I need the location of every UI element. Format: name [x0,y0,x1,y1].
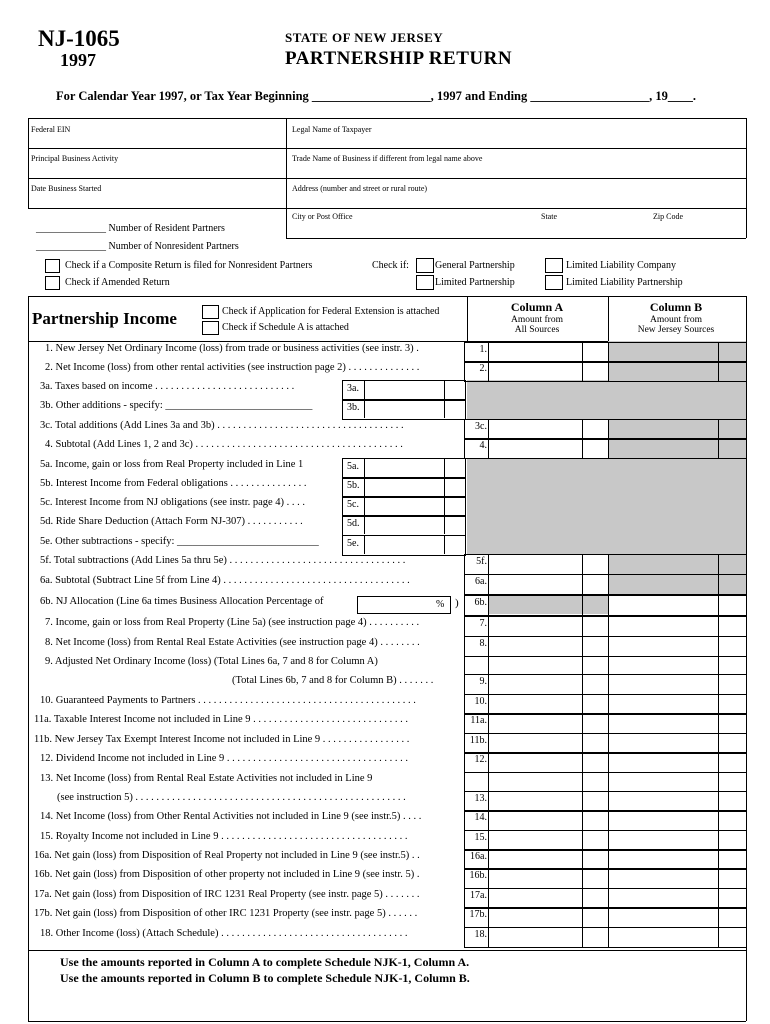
column-a-sub1: Amount from [511,315,563,325]
form-number: NJ-1065 [38,26,120,51]
line-text: (see instruction 5) . . . . . . . . . . . . . . . . . . . . . . . . . . . . . . . . . . . . . . . . . . . . . . . . . . . . [57,792,406,803]
llp-checkbox[interactable] [545,275,563,290]
column-a-amount-input[interactable] [489,695,581,713]
column-b-amount-input[interactable] [609,811,717,829]
percent-sign: % [436,599,445,610]
column-a-amount-input[interactable] [489,714,581,732]
nonresident-partners[interactable]: ______________ Number of Nonresident Partners [36,241,239,252]
line-text: 11a. Taxable Interest Income not included in Line 9 . . . . . . . . . . . . . . . . . . . . . . . . . . . . . . [34,714,408,725]
limited-partnership-checkbox[interactable] [416,275,434,290]
federal-ein-field[interactable]: Federal EIN [31,125,71,134]
line-text: 6b. NJ Allocation (Line 6a times Business Allocation Percentage of [40,596,324,607]
line-text: 5a. Income, gain or loss from Real Property included in Line 1 [40,459,304,470]
column-a-amount-input[interactable] [489,362,581,380]
zip-field[interactable]: Zip Code [653,212,683,221]
line-label: 5d. [347,518,360,529]
column-a-amount-input[interactable] [489,555,581,573]
column-b-amount-input[interactable] [609,695,717,713]
line-label: 5b. [347,480,360,491]
column-a-amount-input[interactable] [489,617,581,635]
close-paren: ) [455,597,459,609]
line-text: 10. Guaranteed Payments to Partners . . . . . . . . . . . . . . . . . . . . . . . . . . . . . . . . . . . . . . . . . . [40,695,416,706]
column-a-shaded-5ae [467,458,608,555]
line-label: 9. [479,676,487,687]
column-a-amount-input[interactable] [489,753,581,771]
line-label: 11a. [470,715,487,726]
column-a-amount-input[interactable] [489,420,581,438]
column-a-shaded-3ab [467,380,608,419]
subline-input-box[interactable] [342,477,466,498]
resident-partners[interactable]: ______________ Number of Resident Partners [36,223,225,234]
trade-name-field[interactable]: Trade Name of Business if different from legal name above [292,154,483,163]
extension-label: Check if Application for Federal Extension is attached [222,306,440,317]
line-text: 15. Royalty Income not included in Line 9 . . . . . . . . . . . . . . . . . . . . . . . . . . . . . . . . . . . . [40,831,408,842]
line-label: 5a. [347,461,359,472]
line-label: 11b. [469,735,487,746]
column-b-amount-input[interactable] [609,908,717,926]
column-b-sub2: New Jersey Sources [637,325,715,335]
address-field[interactable]: Address (number and street or rural route) [292,184,428,193]
line-label: 16b. [469,870,487,881]
line-text: 3b. Other additions - specify: ____________________________ [40,400,313,411]
subline-input-box[interactable] [342,380,466,401]
llp-label: Limited Liability Partnership [566,277,683,288]
line-text: 9. Adjusted Net Ordinary Income (loss) (Total Lines 6a, 7 and 8 for Column A) [45,656,378,667]
column-b-amount-input[interactable] [609,850,717,868]
amended-return-label: Check if Amended Return [65,277,170,288]
column-b-amount-input[interactable] [609,792,717,810]
column-b-amount-input[interactable] [609,831,717,849]
column-b-amount-input[interactable] [609,637,717,655]
line-text: 8. Net Income (loss) from Rental Real Estate Activities (see instruction page 4) . . . . . . . . [45,637,420,648]
general-partnership-checkbox[interactable] [416,258,434,273]
line-text: 5e. Other subtractions - specify: ___________________________ [40,536,319,547]
column-a-amount-input[interactable] [489,343,581,361]
line-label: 5e. [347,538,359,549]
legal-name-field[interactable]: Legal Name of Taxpayer [292,125,372,134]
column-b-title: Column B [649,300,703,314]
partnership-income-title: Partnership Income [32,309,177,328]
column-b-amount-input[interactable] [609,714,717,732]
tax-year-line[interactable]: For Calendar Year 1997, or Tax Year Beginning ___________________, 1997 and Ending ___________________, 19____. [56,89,696,103]
llc-label: Limited Liability Company [566,260,676,271]
principal-activity-field[interactable]: Principal Business Activity [31,154,119,163]
form-year: 1997 [60,50,96,70]
city-field[interactable]: City or Post Office [292,212,353,221]
line-label: 1. [479,344,487,355]
subline-input-box[interactable] [342,399,466,420]
amended-return-checkbox[interactable] [45,276,60,290]
line-label: 5f. [476,556,487,567]
column-a-amount-input[interactable] [489,889,581,907]
line-text: 5f. Total subtractions (Add Lines 5a thru 5e) . . . . . . . . . . . . . . . . . . . . . . . . . . . . . . . . . . [40,555,406,566]
column-b-amount-input[interactable] [609,555,717,573]
column-b-amount-input[interactable] [609,889,717,907]
column-b-header [608,300,744,335]
line-text: 16b. Net gain (loss) from Disposition of other property not included in Line 9 (see instr. 5) . [34,869,420,880]
state-title: STATE OF NEW JERSEY [285,30,444,45]
general-partnership-label: General Partnership [435,260,515,271]
subline-input-box[interactable] [342,458,466,479]
column-a-amount-input[interactable] [489,792,581,810]
composite-return-label: Check if a Composite Return is filed for Nonresident Partners [65,260,313,271]
line-text: 5d. Ride Share Deduction (Attach Form NJ-307) . . . . . . . . . . . [40,516,303,527]
line-label: 13. [474,793,487,804]
line-text: 17a. Net gain (loss) from Disposition of IRC 1231 Real Property (see instr. page 5) . . . . . . . [34,889,420,900]
line-label: 3b. [347,402,360,413]
schedule-a-checkbox[interactable] [202,321,219,335]
column-b-amount-input[interactable] [609,928,717,946]
line-label: 18. [474,929,487,940]
column-a-header [467,300,607,335]
line-label: 7. [479,618,487,629]
state-field[interactable]: State [541,212,557,221]
line-text: 4. Subtotal (Add Lines 1, 2 and 3c) . . . . . . . . . . . . . . . . . . . . . . . . . . . . . . . . . . . . . . . . [45,439,403,450]
line-label: 14. [474,812,487,823]
line-text: 17b. Net gain (loss) from Disposition of other IRC 1231 Property (see instr. page 5) . . . . . . [34,908,418,919]
line-text: 12. Dividend Income not included in Line 9 . . . . . . . . . . . . . . . . . . . . . . . . . . . . . . . . . . . [40,753,409,764]
column-a-amount-input[interactable] [489,908,581,926]
column-b-amount-input[interactable] [609,362,717,380]
line-label: 8. [479,638,487,649]
line-text: 6a. Subtotal (Subtract Line 5f from Line 4) . . . . . . . . . . . . . . . . . . . . . . . . . . . . . . . . . . . . [40,575,410,586]
column-b-amount-input[interactable] [609,439,717,457]
composite-return-checkbox[interactable] [45,259,60,273]
line-label: 3a. [347,383,359,394]
column-a-amount-input[interactable] [489,439,581,457]
line-label: 17b. [469,909,487,920]
subline-input-box[interactable] [342,496,466,517]
column-b-amount-input[interactable] [609,343,717,361]
check-if-label: Check if: [372,260,409,271]
column-a-amount-input[interactable] [489,869,581,887]
subline-input-box[interactable] [342,535,466,556]
line-label: 4. [479,440,487,451]
limited-partnership-label: Limited Partnership [435,277,515,288]
footer-line-1: Use the amounts reported in Column A to complete Schedule NJK-1, Column A. [60,955,470,969]
subline-input-box[interactable] [342,515,466,536]
line-label: 3c. [475,421,487,432]
column-b-amount-input[interactable] [609,675,717,693]
column-b-amount-input[interactable] [609,617,717,635]
line-label: 12. [474,754,487,765]
column-a-title: Column A [510,300,564,314]
llc-checkbox[interactable] [545,258,563,273]
column-a-amount-input [489,596,581,614]
line-label: 16a. [470,851,487,862]
line-label: 17a. [470,890,487,901]
column-b-amount-input[interactable] [609,420,717,438]
date-started-field[interactable]: Date Business Started [31,184,102,193]
line-text: 1. New Jersey Net Ordinary Income (loss) from trade or business activities (see instr. 3) . [45,343,419,354]
column-a-amount-input[interactable] [489,675,581,693]
column-b-amount-input[interactable] [609,753,717,771]
line-label: 10. [474,696,487,707]
line-label: 6b. [474,597,487,608]
line-text: 3c. Total additions (Add Lines 3a and 3b) . . . . . . . . . . . . . . . . . . . . . . . . . . . . . . . . . . . . [40,420,404,431]
column-a-amount-input[interactable] [489,928,581,946]
line-text: 2. Net Income (loss) from other rental activities (see instruction page 2) . . . . . . . . . . . . . . [45,362,420,373]
line-text: 3a. Taxes based on income . . . . . . . . . . . . . . . . . . . . . . . . . . . [40,381,295,392]
column-b-sub1: Amount from [650,315,702,325]
column-a-amount-input[interactable] [489,575,581,593]
line-text: 13. Net Income (loss) from Rental Real Estate Activities not included in Line 9 [40,773,373,784]
line-text: 16a. Net gain (loss) from Disposition of Real Property not included in Line 9 (see instr.5) . . [34,850,420,861]
line-text: 18. Other Income (loss) (Attach Schedule) . . . . . . . . . . . . . . . . . . . . . . . . . . . . . . . . . . . . [40,928,408,939]
extension-checkbox[interactable] [202,305,219,319]
line-text: (Total Lines 6b, 7 and 8 for Column B) . . . . . . . [232,675,434,686]
column-a-amount-input[interactable] [489,811,581,829]
column-b-amount-input[interactable] [609,869,717,887]
line-text: 14. Net Income (loss) from Other Rental Activities not included in Line 9 (see instr.5) . . . . [40,811,422,822]
footer-line-2: Use the amounts reported in Column B to complete Schedule NJK-1, Column B. [60,971,470,985]
column-a-amount-input[interactable] [489,831,581,849]
line-text: 7. Income, gain or loss from Real Property (Line 5a) (see instruction page 4) . . . . . . . . . . [45,617,420,628]
line-text: 5b. Interest Income from Federal obligations . . . . . . . . . . . . . . . [40,478,307,489]
line-label: 6a. [475,576,487,587]
column-b-amount-input[interactable] [609,734,717,752]
return-title: PARTNERSHIP RETURN [285,48,513,69]
column-b-amount-input[interactable] [609,575,717,593]
column-a-amount-input[interactable] [489,637,581,655]
column-a-amount-input[interactable] [489,734,581,752]
column-b-amount-input[interactable] [609,596,717,614]
line-label: 15. [474,832,487,843]
column-a-amount-input[interactable] [489,850,581,868]
schedule-a-label: Check if Schedule A is attached [222,322,349,333]
line-text: 5c. Interest Income from NJ obligations (see instr. page 4) . . . . [40,497,306,508]
line-label: 2. [479,363,487,374]
column-a-sub2: All Sources [514,325,560,335]
line-text: 11b. New Jersey Tax Exempt Interest Income not included in Line 9 . . . . . . . . . . . . . . . . . [34,734,410,745]
line-label: 5c. [347,499,359,510]
